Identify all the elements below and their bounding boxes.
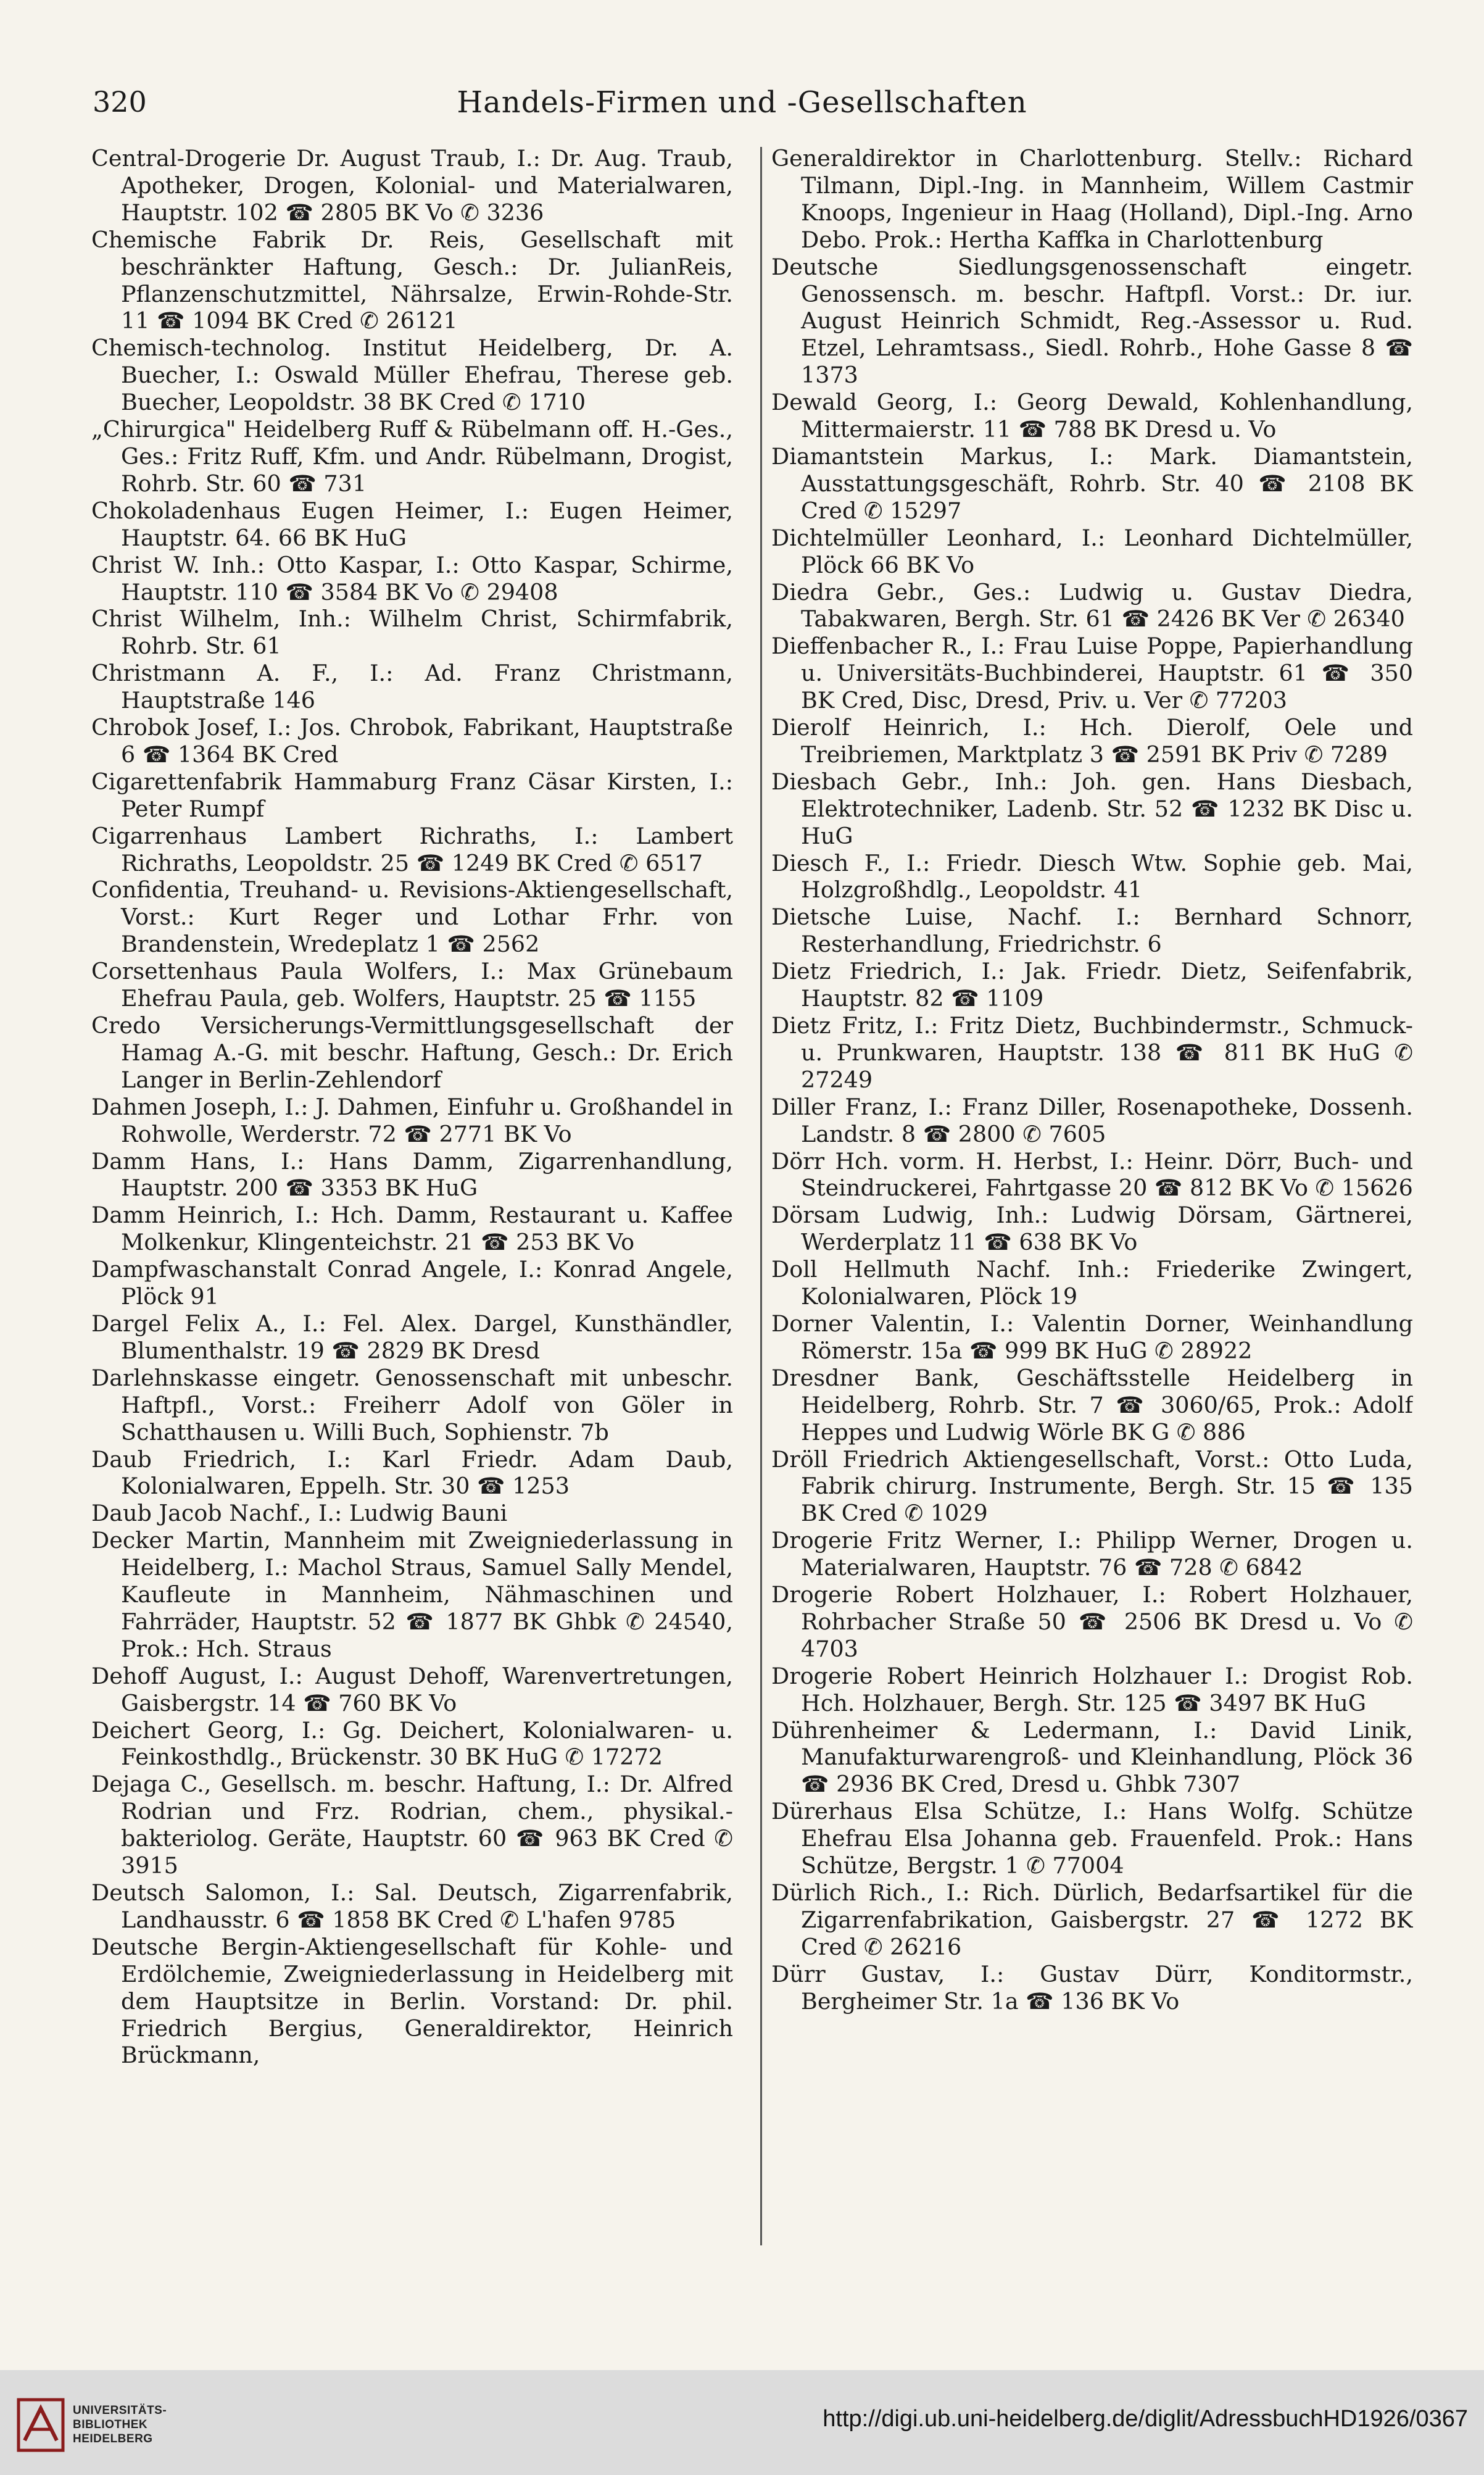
entry-text: Daub Jacob Nachf., I.: Ludwig Bauni [91, 1500, 508, 1527]
directory-entry [91, 1500, 733, 1527]
directory-entry [771, 579, 1413, 633]
entry-text: Dietsche Luise, Nachf. I.: Bernhard Schnorr, Resterhandlung, Friedrichstr. 6 [771, 904, 1413, 958]
directory-entry [91, 1663, 733, 1717]
entry-text: Dührenheimer & Ledermann, I.: David Linik, Manufakturwarengroß- und Kleinhandlung, Plöck 36 ☎ 2936 BK Cred, Dresd u. Ghbk 7307 [771, 1716, 1413, 1798]
entry-text: Dampfwaschanstalt Conrad Angele, I.: Konrad Angele, Plöck 91 [91, 1256, 733, 1310]
directory-entry [771, 1256, 1413, 1310]
entry-text: Dürerhaus Elsa Schütze, I.: Hans Wolfg. Schütze Ehefrau Elsa Johanna geb. Frauenfeld. Prok.: Hans Schütze, Bergstr. 1 ✆ 77004 [771, 1798, 1413, 1879]
directory-entry [771, 1581, 1413, 1663]
entry-text: Chrobok Josef, I.: Jos. Chrobok, Fabrikant, Hauptstraße 6 ☎ 1364 BK Cred [91, 714, 733, 768]
directory-entry [771, 389, 1413, 443]
library-name-line: HEIDELBERG [73, 2432, 153, 2445]
directory-entry [91, 145, 733, 227]
directory-entry [91, 1094, 733, 1148]
directory-entry [771, 145, 1413, 254]
entry-text: Confidentia, Treuhand- u. Revisions-Aktiengesellschaft, Vorst.: Kurt Reger und Lothar Frhr. von Brandenstein, Wredeplatz 1 ☎ 2562 [91, 876, 733, 958]
directory-entry [771, 1663, 1413, 1717]
directory-entry [771, 1365, 1413, 1446]
entry-text: Diamantstein Markus, I.: Mark. Diamantstein, Ausstattungsgeschäft, Rohrb. Str. 40 ☎ 2108 BK Cred ✆ 15297 [771, 443, 1413, 524]
entry-text: Chemische Fabrik Dr. Reis, Gesellschaft mit beschränkter Haftung, Gesch.: Dr. JulianReis, Pflanzenschutzmittel, Nährsalze, Erwin-Rohde-Str. 11 ☎ 1094 BK Cred ✆ 26121 [91, 226, 733, 335]
entry-text: Cigarettenfabrik Hammaburg Franz Cäsar Kirsten, I.: Peter Rumpf [91, 768, 733, 822]
column-divider [760, 147, 762, 2245]
directory-entry [91, 958, 733, 1012]
entry-text: Dresdner Bank, Geschäftsstelle Heidelberg in Heidelberg, Rohrb. Str. 7 ☎ 3060/65, Prok.: Adolf Heppes und Ludwig Wörle BK G ✆ 886 [771, 1364, 1413, 1445]
entry-text: Dieffenbacher R., I.: Frau Luise Poppe, Papierhandlung u. Universitäts-Buchbinderei, Hauptstr. 61 ☎ 350 BK Cred, Disc, Dresd, Priv. u. Ver ✆ 77203 [771, 633, 1413, 714]
directory-entry [771, 958, 1413, 1012]
directory-entry [91, 1148, 733, 1202]
directory-entry [91, 1717, 733, 1771]
directory-entry [91, 1365, 733, 1446]
entry-text: Dewald Georg, I.: Georg Dewald, Kohlenhandlung, Mittermaierstr. 11 ☎ 788 BK Dresd u. Vo [771, 389, 1413, 443]
entry-text: Deutsche Bergin-Aktiengesellschaft für Kohle- und Erdölchemie, Zweigniederlassung in Heidelberg mit dem Hauptsitze in Berlin. Vorstand: Dr. phil. Friedrich Bergius, Generaldirektor, Heinrich Brückmann, [91, 1933, 733, 2069]
entry-text: Generaldirektor in Charlottenburg. Stellv.: Richard Tilmann, Dipl.-Ing. in Mannheim, Willem Castmir Knoops, Ingenieur in Haag (Holland), Dipl.-Ing. Arno Debo. Prok.: Hertha Kaffka in Charlottenburg [771, 145, 1413, 253]
directory-entry [91, 1527, 733, 1663]
entry-text: Cigarrenhaus Lambert Richraths, I.: Lambert Richraths, Leopoldstr. 25 ☎ 1249 BK Cred ✆ 6517 [91, 822, 733, 876]
directory-entry [91, 1012, 733, 1094]
directory-entry [771, 1879, 1413, 1961]
entry-text: Decker Martin, Mannheim mit Zweigniederlassung in Heidelberg, I.: Machol Straus, Samuel Sally Mendel, Kaufleute in Mannheim, Nähmaschinen und Fahrräder, Hauptstr. 52 ☎ 1877 BK Ghbk ✆ 24540, Prok.: Hch. Straus [91, 1527, 733, 1662]
entry-text: Dürlich Rich., I.: Rich. Dürlich, Bedarfsartikel für die Zigarrenfabrikation, Gaisbergstr. 27 ☎ 1272 BK Cred ✆ 26216 [771, 1879, 1413, 1960]
directory-entry [771, 633, 1413, 714]
entry-text: Damm Hans, I.: Hans Damm, Zigarrenhandlung, Hauptstr. 200 ☎ 3353 BK HuG [91, 1147, 733, 1202]
entry-text: Dörr Hch. vorm. H. Herbst, I.: Heinr. Dörr, Buch- und Steindruckerei, Fahrtgasse 20 ☎ 812 BK Vo ✆ 15626 [771, 1147, 1413, 1202]
page-number: 320 [93, 85, 147, 119]
entry-text: Dietz Friedrich, I.: Jak. Friedr. Dietz, Seifenfabrik, Hauptstr. 82 ☎ 1109 [771, 958, 1413, 1012]
entry-text: Chokoladenhaus Eugen Heimer, I.: Eugen Heimer, Hauptstr. 64. 66 BK HuG [91, 497, 733, 551]
left-column [91, 145, 733, 2268]
entry-text: Chemisch-technolog. Institut Heidelberg, Dr. A. Buecher, I.: Oswald Müller Ehefrau, Therese geb. Buecher, Leopoldstr. 38 BK Cred ✆ 1710 [91, 335, 733, 416]
directory-entry [91, 714, 733, 768]
entry-text: Dahmen Joseph, I.: J. Dahmen, Einfuhr u. Großhandel in Rohwolle, Werderstr. 72 ☎ 2771 BK Vo [91, 1093, 733, 1147]
entry-text: Dichtelmüller Leonhard, I.: Leonhard Dichtelmüller, Plöck 66 BK Vo [771, 524, 1413, 578]
entry-text: Diedra Gebr., Ges.: Ludwig u. Gustav Diedra, Tabakwaren, Bergh. Str. 61 ☎ 2426 BK Ver ✆ 26340 [771, 578, 1413, 633]
page-header [93, 85, 1391, 128]
directory-entry [91, 1934, 733, 2069]
directory-entry [91, 1202, 733, 1256]
directory-entry [91, 227, 733, 335]
entry-text: Dröll Friedrich Aktiengesellschaft, Vorst.: Otto Luda, Fabrik chirurg. Instrumente, Bergh. Str. 15 ☎ 135 BK Cred ✆ 1029 [771, 1445, 1413, 1527]
directory-entry [771, 1012, 1413, 1094]
entry-text: Dörsam Ludwig, Inh.: Ludwig Dörsam, Gärtnerei, Werderplatz 11 ☎ 638 BK Vo [771, 1202, 1413, 1256]
directory-entry [771, 768, 1413, 850]
directory-entry [91, 552, 733, 606]
entry-text: Dürr Gustav, I.: Gustav Dürr, Konditormstr., Bergheimer Str. 1a ☎ 136 BK Vo [771, 1960, 1413, 2015]
entry-text: Corsettenhaus Paula Wolfers, I.: Max Grünebaum Ehefrau Paula, geb. Wolfers, Hauptstr. 25 ☎ 1155 [91, 958, 733, 1012]
entry-text: Dorner Valentin, I.: Valentin Dorner, Weinhandlung Römerstr. 15a ☎ 999 BK HuG ✆ 28922 [771, 1310, 1413, 1364]
entry-text: Dehoff August, I.: August Dehoff, Warenvertretungen, Gaisbergstr. 14 ☎ 760 BK Vo [91, 1662, 733, 1716]
directory-entry [771, 850, 1413, 904]
directory-entry [771, 254, 1413, 389]
entry-text: Credo Versicherungs-Vermittlungsgesellschaft der Hamag A.-G. mit beschr. Haftung, Gesch.: Dr. Erich Langer in Berlin-Zehlendorf [91, 1012, 733, 1093]
directory-entry [91, 1256, 733, 1310]
entry-text: Dargel Felix A., I.: Fel. Alex. Dargel, Kunsthändler, Blumenthalstr. 19 ☎ 2829 BK Dresd [91, 1310, 733, 1364]
directory-entry [91, 416, 733, 497]
entry-text: Central-Drogerie Dr. August Traub, I.: Dr. Aug. Traub, Apotheker, Drogen, Kolonial- und Materialwaren, Hauptstr. 102 ☎ 2805 BK Vo ✆ 3236 [91, 145, 733, 226]
directory-entry [771, 1148, 1413, 1202]
entry-text: „Chirurgica" Heidelberg Ruff & Rübelmann off. H.-Ges., Ges.: Fritz Ruff, Kfm. und Andr. Rübelmann, Drogist, Rohrb. Str. 60 ☎ 731 [91, 416, 733, 497]
directory-entry [91, 605, 733, 660]
footer-bar [0, 2370, 1484, 2475]
entry-text: Dietz Fritz, I.: Fritz Dietz, Buchbindermstr., Schmuck- u. Prunkwaren, Hauptstr. 138 ☎ 811 BK HuG ✆ 27249 [771, 1012, 1413, 1093]
entry-text: Drogerie Robert Heinrich Holzhauer I.: Drogist Rob. Hch. Holzhauer, Bergh. Str. 125 ☎ 3497 BK HuG [771, 1662, 1413, 1716]
directory-entry [91, 1310, 733, 1365]
entry-text: Damm Heinrich, I.: Hch. Damm, Restaurant u. Kaffee Molkenkur, Klingenteichstr. 21 ☎ 253 BK Vo [91, 1202, 733, 1256]
entry-text: Deichert Georg, I.: Gg. Deichert, Kolonialwaren- u. Feinkosthdlg., Brückenstr. 30 BK HuG ✆ 17272 [91, 1716, 733, 1771]
library-seal-icon [16, 2397, 65, 2453]
entry-text: Darlehnskasse eingetr. Genossenschaft mit unbeschr. Haftpfl., Vorst.: Freiherr Adolf von Göler in Schatthausen u. Willi Buch, Sophienstr. 7b [91, 1364, 733, 1445]
entry-text: Drogerie Robert Holzhauer, I.: Robert Holzhauer, Rohrbacher Straße 50 ☎ 2506 BK Dresd u. Vo ✆ 4703 [771, 1581, 1413, 1662]
directory-entry [771, 1961, 1413, 2015]
directory-entry [91, 497, 733, 552]
directory-entry [91, 335, 733, 416]
directory-entry [771, 1310, 1413, 1365]
entry-text: Christ W. Inh.: Otto Kaspar, I.: Otto Kaspar, Schirme, Hauptstr. 110 ☎ 3584 BK Vo ✆ 29408 [91, 551, 733, 605]
entry-text: Christmann A. F., I.: Ad. Franz Christmann, Hauptstraße 146 [91, 660, 733, 714]
entry-text: Diesbach Gebr., Inh.: Joh. gen. Hans Diesbach, Elektrotechniker, Ladenb. Str. 52 ☎ 1232 BK Disc u. HuG [771, 768, 1413, 849]
directory-entry [91, 660, 733, 714]
running-title: Handels-Firmen und -Gesellschaften [457, 85, 1027, 120]
directory-entry [91, 823, 733, 877]
directory-entry [771, 1717, 1413, 1799]
directory-entry [771, 525, 1413, 579]
source-url-link[interactable]: http://digi.ub.uni-heidelberg.de/diglit/AdressbuchHD1926/0367 [823, 2406, 1468, 2432]
entry-text: Christ Wilhelm, Inh.: Wilhelm Christ, Schirmfabrik, Rohrb. Str. 61 [91, 605, 733, 660]
directory-entry [91, 876, 733, 958]
directory-entry [91, 1446, 733, 1500]
directory-entry [771, 1446, 1413, 1528]
directory-entry [91, 1879, 733, 1934]
entry-text: Daub Friedrich, I.: Karl Friedr. Adam Daub, Kolonialwaren, Eppelh. Str. 30 ☎ 1253 [91, 1445, 733, 1500]
entry-text: Diller Franz, I.: Franz Diller, Rosenapotheke, Dossenh. Landstr. 8 ☎ 2800 ✆ 7605 [771, 1093, 1413, 1147]
directory-entry [771, 1094, 1413, 1148]
directory-entry [771, 443, 1413, 525]
directory-entry [91, 1771, 733, 1879]
directory-entry [771, 1527, 1413, 1581]
entry-text: Diesch F., I.: Friedr. Diesch Wtw. Sophie geb. Mai, Holzgroßhdlg., Leopoldstr. 41 [771, 849, 1413, 904]
entry-text: Doll Hellmuth Nachf. Inh.: Friederike Zwingert, Kolonialwaren, Plöck 19 [771, 1256, 1413, 1310]
library-name [73, 2403, 167, 2446]
directory-entry [771, 714, 1413, 768]
entry-text: Deutsche Siedlungsgenossenschaft eingetr. Genossensch. m. beschr. Haftpfl. Vorst.: Dr. iur. August Heinrich Schmidt, Reg.-Assessor u. Rud. Etzel, Lehramtsass., Siedl. Rohrb., Hohe Gasse 8 ☎ 1373 [771, 253, 1413, 389]
entry-text: Drogerie Fritz Werner, I.: Philipp Werner, Drogen u. Materialwaren, Hauptstr. 76 ☎ 728 ✆ 6842 [771, 1527, 1413, 1581]
entry-text: Dejaga C., Gesellsch. m. beschr. Haftung, I.: Dr. Alfred Rodrian und Frz. Rodrian, chem., physikal.-bakteriolog. Geräte, Hauptstr. 60 ☎ 963 BK Cred ✆ 3915 [91, 1771, 733, 1879]
right-column [771, 145, 1413, 2268]
entry-text: Deutsch Salomon, I.: Sal. Deutsch, Zigarrenfabrik, Landhausstr. 6 ☎ 1858 BK Cred ✆ L'hafen 9785 [91, 1879, 733, 1933]
library-name-line: BIBLIOTHEK [73, 2418, 148, 2431]
library-name-line: UNIVERSITÄTS- [73, 2404, 167, 2417]
entry-text: Dierolf Heinrich, I.: Hch. Dierolf, Oele und Treibriemen, Marktplatz 3 ☎ 2591 BK Priv ✆ 7289 [771, 714, 1413, 768]
directory-entry [771, 904, 1413, 958]
directory-entry [771, 1798, 1413, 1879]
library-logo[interactable] [16, 2397, 201, 2453]
directory-entry [91, 768, 733, 823]
directory-entry [771, 1202, 1413, 1256]
